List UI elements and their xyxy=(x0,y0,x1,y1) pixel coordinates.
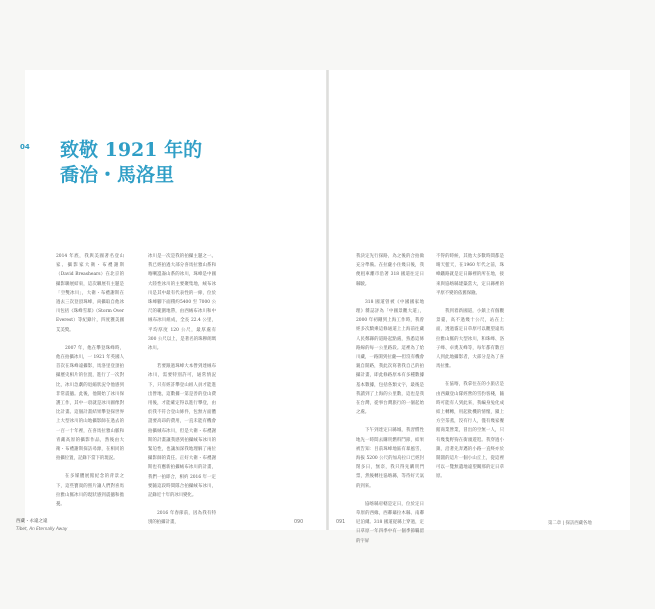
text-column-3 xyxy=(356,252,424,544)
page-number-right: 091 xyxy=(336,520,346,525)
running-footer-chapter: 第二章 | 探訪西藏各地 xyxy=(548,521,592,526)
paragraph: 在協喀，我拿往在的小旅店是由西藏登山隊經營的雪豹客棧，隨時可能有人到此來，我編身兔化成結上轉轉，用起批機的情懷，鎖上方空茶蒸，沒有行人，僅有幾家餐館商業營業，冒出的空無一人，只有幾隻野狗在街頭遊逛。我穿過小鎮，沿著先奔邁的小路一直終亦於開闊的這片一個小山丘上，從這裡可以一覽無遺地遠望關那的定日草原。 xyxy=(436,382,504,480)
paragraph: 我到着新國道，小鎮上有個觀景臺，高不過幾十公尺，站在上面，透過霧定日草原可以觀望遠馬拉雅山脈的大型冰川，和珠峰、洛子峰、卓奧友峰等，每年都有數百人到此地攝影者，大部分是為了喜馬拉雅。 xyxy=(436,309,504,370)
running-footer-subtitle: Tibet, An Eternally Away xyxy=(16,526,68,531)
paragraph: 不得的時候，其他大多數時間都是晴天藍天，在1960 年代之前，珠峰鐵路就是定日縣裡的所在地，接來與協喀縣建築當大，定日縣裡的平原不變的依舊保險。 xyxy=(436,254,504,296)
paragraph: 2014 年底，我與美國著名登山家、攝影家大衛・布禮謝斯（David Breashears）在北京的攝影聯展結束，這次聯展有主題是「空雙冰川」，大衛・布禮謝斯在過去三次登頂珠峰，尚攝取自他冰川包括《珠峰雪暴》（Storm Over Everest）等紀錄片，四度獲美國艾美獎。 xyxy=(56,254,124,333)
chapter-number: 04 xyxy=(20,143,30,151)
text-column-2 xyxy=(148,252,216,526)
chapter-title xyxy=(60,138,290,188)
paragraph: 協喀縣府轄是定日，位於定日草原的西緣，西鄰聶拉木縣、南鄰尼泊爾。318 國道從縣上穿過，定日草原一年四季中有一個季節羈留的宇屏 xyxy=(356,501,424,544)
paragraph: 2016 年春節前，因為我有特別的拍攝計畫， xyxy=(148,511,216,526)
paragraph: 下午到達定日縣城，我習慣性地先一時間去購買燃料鬥節，結果被告知：目前珠峰地區有暴風雪，海拔 5200 公尺的加烏拉口已經封閉多日，無奈，我只得先購買門票，然後轉往協喀縣，等待好天氣的到來。 xyxy=(356,428,424,489)
paragraph: 冰川是一次是我的拍攝主題之一。我已經拍過大部分喜馬拉雅山系和喀喇崑崙山系的冰川，珠峰是中國大陸性冰川的主要聚集地，絨布冰川是其中最有代表性的一條，位於珠峰腳下面積約5400 至 7000 公尺的範圍地帶，由西絨布冰川和中絨布冰川組成，全長 22.4 公里，平均厚度 120 公尺，最厚處有 300 公尺以上，是著名的珠穆朗瑪冰川。 xyxy=(148,254,216,352)
paragraph: 在多媒體展館紀念的背景之下，這些寶貴的照片讓人們對喜馬拉雅山脈冰川的現狀感到震撼和擔憂。 xyxy=(56,474,124,508)
paragraph: 318 國道曾被《中國國家地理》雜誌評為「中國景觀大道」，2000 年初剛到上海工作時，我曾經多次騎乘這條通道上上海前往藏人民鄭縣的道路起點處，熟悉這條路線的每一公里路段。這裡為了給川藏，一路開到拉薩──但沒有機會親自開路，我此次寫著我自己的拍攝計畫，即此條路原本有多種數據基本數據，包括各類文字，最後是我讀到了上海的公里數，這也是我在台灣，從事台灣旅行的一個起始之處。 xyxy=(356,299,424,416)
chapter-title-line-2: 喬治・馬洛里 xyxy=(60,164,175,186)
paragraph: 我決定先行探路，為之後的合拍做充分準備。在拉薩小住幾日後，我便租車離市沿著 318 國道往定日縣駛。 xyxy=(356,254,424,287)
running-footer-title: 西藏・永遠之遠 xyxy=(16,519,48,524)
paragraph: 2007 年，他在攀登珠峰時，他在拍攝冰川，一 1921 年英國人首次在珠峰遠攝影，馬洛里登頂拍攝歷史相片的位置，進行了一次對比，冰川急劇的退縮狀況令他感到非常震撼。此後，他開始了冰川保護工作，其中一項就是冰川圖像對比計畫。這個計畫結果攀登探世界上大型冰川的山地攝影師在過去的一百一十年裡，在喜馬拉雅山脈和青藏高原的攝影作品，然後由大衛・布禮謝斯探訪尋源，在相同的拍攝位置，記錄下當下的現況。 xyxy=(56,345,124,462)
paragraph: 若要跟過珠峰大本營到達絨布冰川，需要特別許可，通常情況下，只有經許攀登山組人員才能進出營地，這數據一第是善的登山費用後，才能確定得以進行攀登，由於我不符合登山條件，包無方面體證要高昂的費用，一直未能有機會拍攝絨布冰川，但是大衛・布禮謝斯的計畫讓我感到拍攝絨布冰川的緊迫性，也讓加深我地理解了兩位攝影師的責任。正好大衛・布禮謝斯也有應新拍攝絨布冰川的計畫，我們一拍即合，相約 2016 年一定要隨這段時間隊合拍攝絨布冰川，記錄近十年的冰川變化。 xyxy=(148,364,216,499)
chapter-title-line-1: 致敬 1921 年的 xyxy=(60,139,203,161)
page-number-left: 090 xyxy=(294,520,304,525)
text-column-4 xyxy=(436,252,504,480)
book-gutter xyxy=(326,70,329,530)
text-column-1 xyxy=(56,252,124,508)
